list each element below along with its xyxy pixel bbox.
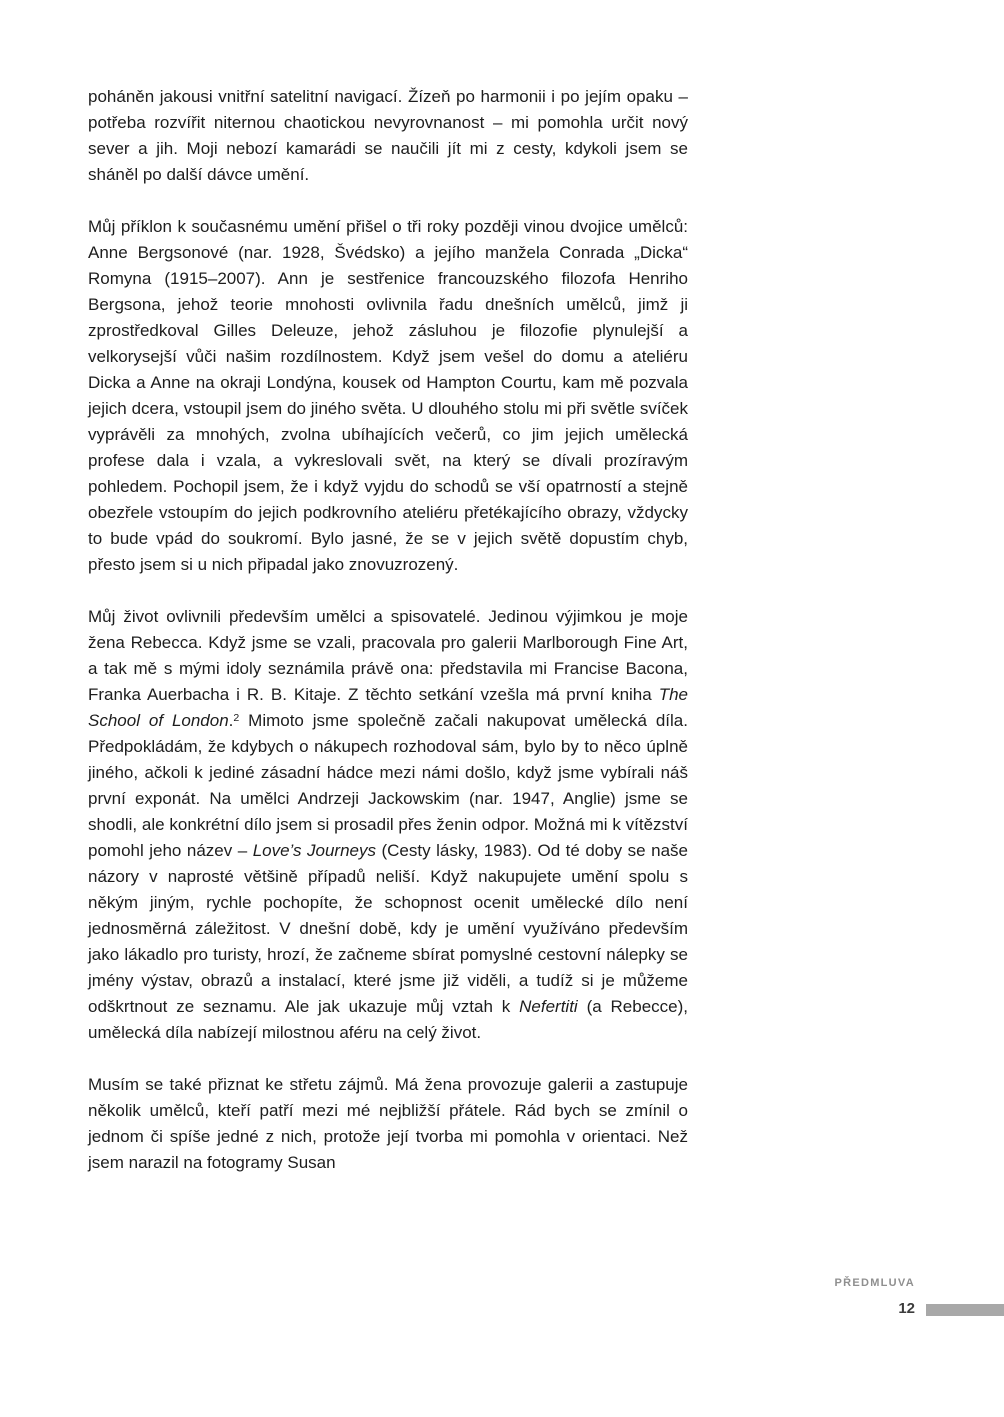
body-text: Můj život ovlivnili především umělci a spisovatelé. Jedinou výjimkou je moje žena Rebecca. Když jsme se vzali, pracovala pro galerii Marlborough Fine Art, a tak mě s mými idoly seznámila právě ona: představila mi Francise Bacona, Franka Auerbacha i R. B. Kitaje. Z těchto setkání vzešla má první kniha	[88, 607, 688, 704]
body-text: Mimoto jsme společně začali nakupovat umělecká díla. Předpokládám, že kdybych o nákupech rozhodoval sám, bylo by to něco úplně jiného, ačkoli k jediné zásadní hádce mezi námi došlo, když jsme vybírali náš první exponát. Na umělci Andrzeji Jackowskim (nar. 1947, Anglie) jsme se shodli, ale konkrétní dílo jsem si prosadil přes ženin odpor. Možná mi k vítězství pomohl jeho název –	[88, 711, 688, 860]
paragraph	[88, 604, 688, 1046]
body-text: Musím se také přiznat ke střetu zájmů. Má žena provozuje galerii a zastupuje několik umělců, kteří patří mezi mé nejbližší přátele. Rád bych se zmínil o jednom či spíše jedné z nich, protože její tvorba mi pomohla v orientaci. Než jsem narazil na fotogramy Susan	[88, 1075, 688, 1172]
body-text: (a Rebecce), umělecká díla nabízejí milostnou aféru na celý život.	[88, 997, 689, 1042]
paragraph	[88, 214, 688, 578]
italic-title: Love’s Journeys	[252, 841, 376, 860]
body-text: (Cesty lásky, 1983). Od té doby se naše názory v naprosté většině případů neliší. Když nakupujete umění spolu s někým jiným, rychle pochopíte, že schopnost ocenit umělecké dílo není jednosměrná záležitost. V dnešní době, kdy je umění využíváno především jako lákadlo pro turisty, hrozí, že začneme sbírat pomyslné cestovní nálepky se jmény výstav, obrazů a instalací, které jsme již viděli, a tudíž si je můžeme odškrtnout ze seznamu. Ale jak ukazuje můj vztah k	[88, 841, 688, 1016]
footer-bar	[926, 1304, 1004, 1316]
body-text: .	[228, 711, 234, 730]
paragraph	[88, 1072, 688, 1176]
body-text: poháněn jakousi vnitřní satelitní navigací. Žízeň po harmonii i po jejím opaku – potřeba rozvířit niternou chaotickou nevyrovnanost – mi pomohla určit nový sever a jih. Moji nebozí kamarádi se naučili jít mi z cesty, kdykoli jsem se sháněl po další dávce umění.	[88, 87, 688, 184]
page-number: 12	[898, 1300, 915, 1317]
italic-title: Nefertiti	[519, 997, 578, 1016]
text-column	[88, 84, 688, 1176]
italic-title: The School of London	[88, 685, 688, 730]
body-text: Můj příklon k současnému umění přišel o tři roky později vinou dvojice umělců: Anne Bergsonové (nar. 1928, Švédsko) a jejího manžela Conrada „Dicka“ Romyna (1915–2007). Ann je sestřenice francouzského filozofa Henriho Bergsona, jehož teorie mnohosti ovlivnila řadu dnešních umělců, jimž ji zprostředkoval Gilles Deleuze, jehož zásluhou je filozofie plynulejší a velkorysejší vůči našim rozdílnostem. Když jsem vešel do domu a ateliéru Dicka a Anne na okraji Londýna, kousek od Hampton Courtu, kam mě pozvala jejich dcera, vstoupil jsem do jiného světa. U dlouhého stolu mi při světle svíček vyprávěli za mnohých, zvolna ubíhajících večerů, co jim jejich umělecká profese dala i vzala, a vykreslovali svět, na který se dívali prozíravým pohledem. Pochopil jsem, že i když vyjdu do schodů se vší opatrností a stejně obezřele vstoupím do jejich podkrovního ateliéru přetékajícího obrazy, vždycky to bude vpád do soukromí. Bylo jasné, že se v jejich světě dopustím chyb, přesto jsem si u nich připadal jako znovuzrozený.	[88, 217, 688, 574]
footnote-reference: 2	[233, 712, 240, 725]
paragraph	[88, 84, 688, 188]
running-footer-label: PŘEDMLUVA	[834, 1277, 915, 1289]
